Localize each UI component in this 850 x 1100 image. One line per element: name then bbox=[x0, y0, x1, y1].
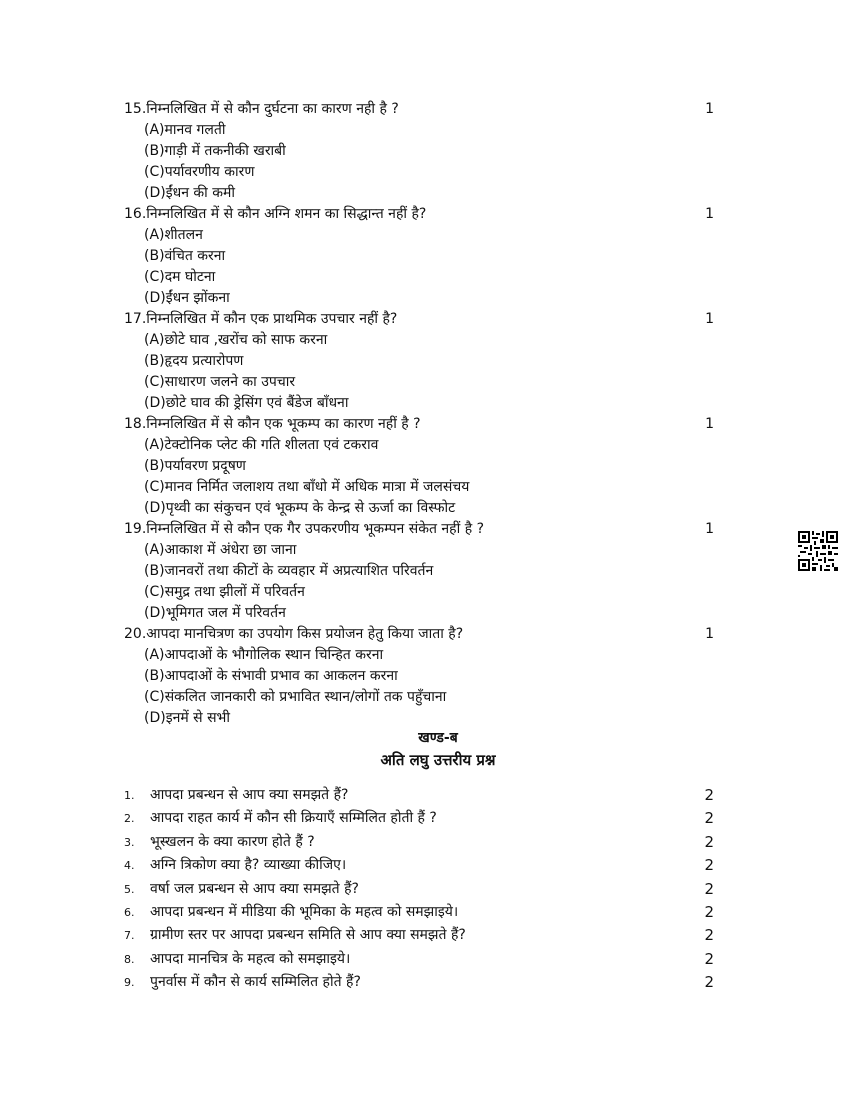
question-line bbox=[124, 309, 714, 330]
short-question-number: 1. bbox=[124, 789, 135, 802]
question-line bbox=[124, 624, 714, 645]
short-question-number: 9. bbox=[124, 976, 135, 990]
option-a: (A)टेक्टोनिक प्लेट की गति शीलता एवं टकराव bbox=[144, 437, 379, 453]
short-question-marks: 2 bbox=[704, 879, 714, 898]
short-question-number: 8. bbox=[124, 952, 135, 966]
short-question-marks: 2 bbox=[704, 809, 714, 828]
question-stem: आपदा मानचित्रण का उपयोग किस प्रयोजन हेतु किया जाता है? bbox=[146, 626, 464, 642]
option-b: (B)जानवरों तथा कीटों के व्यवहार में अप्रत्याशित परिवर्तन bbox=[144, 563, 434, 579]
option-c: (C)पर्यावरणीय कारण bbox=[144, 164, 255, 180]
question-marks: 1 bbox=[705, 101, 714, 117]
mcq-section bbox=[124, 99, 714, 729]
option-d: (D)इनमें से सभी bbox=[144, 710, 231, 726]
option-a: (A)मानव गलती bbox=[144, 122, 226, 138]
option-a: (A)छोटे घाव ,खरोंच को साफ करना bbox=[144, 332, 328, 348]
short-question-row bbox=[124, 831, 714, 854]
question-marks: 1 bbox=[705, 521, 714, 537]
short-question-row bbox=[124, 901, 714, 924]
short-question-number: 7. bbox=[124, 929, 135, 943]
short-question-marks: 2 bbox=[704, 832, 714, 851]
option-a: (A)शीतलन bbox=[144, 227, 203, 243]
question-number: 19. bbox=[124, 521, 147, 537]
section-heading bbox=[0, 727, 850, 771]
option-d: (D)ईंधन की कमी bbox=[144, 185, 235, 201]
question-stem: निम्नलिखित में से कौन एक गैर उपकरणीय भूकम्पन संकेत नहीं है ? bbox=[146, 521, 485, 537]
question-line bbox=[124, 204, 714, 225]
section-subtitle: अति लघु उत्तरीय प्रश्न bbox=[380, 751, 496, 769]
question-15 bbox=[124, 99, 714, 204]
question-stem: निम्नलिखित में कौन एक प्राथमिक उपचार नहीं है? bbox=[146, 311, 398, 327]
option-c: (C)संकलित जानकारी को प्रभावित स्थान/लोगों तक पहुँचाना bbox=[144, 689, 447, 705]
question-marks: 1 bbox=[705, 626, 714, 642]
question-text bbox=[124, 204, 694, 225]
short-question-row bbox=[124, 784, 714, 807]
short-question-row bbox=[124, 948, 714, 971]
question-line bbox=[124, 519, 714, 540]
short-question-text: वर्षा जल प्रबन्धन से आप क्या समझते हैं? bbox=[150, 880, 359, 897]
question-stem: निम्नलिखित में से कौन अग्नि शमन का सिद्धान्त नहीं है? bbox=[146, 206, 427, 222]
question-stem: निम्नलिखित में से कौन दुर्घटना का कारण नही है ? bbox=[146, 101, 399, 117]
question-text bbox=[124, 624, 694, 645]
short-answer-section bbox=[124, 784, 714, 995]
question-17 bbox=[124, 309, 714, 414]
question-18 bbox=[124, 414, 714, 519]
short-question-marks: 2 bbox=[704, 902, 714, 921]
short-question-row bbox=[124, 924, 714, 947]
question-19 bbox=[124, 519, 714, 624]
question-number: 15. bbox=[124, 101, 147, 117]
short-question-marks: 2 bbox=[704, 786, 714, 804]
question-number: 18. bbox=[124, 416, 147, 432]
short-question-row bbox=[124, 854, 714, 877]
short-question-row bbox=[124, 971, 714, 994]
option-c: (C)मानव निर्मित जलाशय तथा बाँधो में अधिक मात्रा में जलसंचय bbox=[144, 479, 470, 495]
short-question-number: 6. bbox=[124, 905, 135, 919]
short-question-number: 3. bbox=[124, 835, 135, 849]
short-question-text: ग्रामीण स्तर पर आपदा प्रबन्धन समिति से आप क्या समझते हैं? bbox=[150, 927, 466, 944]
short-question-number: 5. bbox=[124, 882, 135, 896]
question-16 bbox=[124, 204, 714, 309]
option-d: (D)भूमिगत जल में परिवर्तन bbox=[144, 605, 286, 621]
qr-code-icon bbox=[798, 531, 838, 571]
short-question-marks: 2 bbox=[704, 856, 714, 875]
option-b: (B)गाड़ी में तकनीकी खराबी bbox=[144, 143, 286, 159]
option-b: (B)आपदाओं के संभावी प्रभाव का आकलन करना bbox=[144, 668, 398, 684]
question-text bbox=[124, 414, 694, 435]
option-b: (B)हृदय प्रत्यारोपण bbox=[144, 353, 244, 369]
question-line bbox=[124, 99, 714, 120]
option-d: (D)छोटे घाव की ड्रेसिंग एवं बैंडेज बाँधना bbox=[144, 395, 349, 411]
option-c: (C)समुद्र तथा झीलों में परिवर्तन bbox=[144, 584, 305, 600]
option-c: (C)साधारण जलने का उपचार bbox=[144, 374, 296, 390]
question-number: 20. bbox=[124, 626, 147, 642]
short-question-text: आपदा मानचित्र के महत्व को समझाइये। bbox=[150, 950, 351, 967]
question-number: 17. bbox=[124, 311, 147, 327]
question-text bbox=[124, 309, 694, 330]
short-question-row bbox=[124, 878, 714, 901]
short-question-text: आपदा राहत कार्य में कौन सी क्रियाएँ सम्मिलित होती हैं ? bbox=[150, 810, 437, 827]
short-question-marks: 2 bbox=[704, 926, 714, 945]
short-question-marks: 2 bbox=[704, 949, 714, 968]
option-a: (A)आकाश में अंधेरा छा जाना bbox=[144, 542, 297, 558]
option-b: (B)पर्यावरण प्रदूषण bbox=[144, 458, 246, 474]
question-line bbox=[124, 414, 714, 435]
question-text bbox=[124, 519, 694, 540]
question-marks: 1 bbox=[705, 311, 714, 327]
section-title: खण्ड-ब bbox=[418, 730, 458, 746]
short-question-text: भूस्खलन के क्या कारण होते हैं ? bbox=[150, 833, 315, 850]
question-marks: 1 bbox=[705, 206, 714, 222]
short-question-marks: 2 bbox=[704, 973, 714, 992]
short-question-row bbox=[124, 807, 714, 830]
option-a: (A)आपदाओं के भौगोलिक स्थान चिन्हित करना bbox=[144, 647, 384, 663]
short-question-text: आपदा प्रबन्धन में मीडिया की भूमिका के महत्व को समझाइये। bbox=[150, 903, 459, 920]
short-question-text: पुनर्वास में कौन से कार्य सम्मिलित होते हैं? bbox=[150, 974, 361, 991]
option-d: (D)ईंधन झोंकना bbox=[144, 290, 230, 306]
option-b: (B)वंचित करना bbox=[144, 248, 226, 264]
option-d: (D)पृथ्वी का संकुचन एवं भूकम्प के केन्द्र से ऊर्जा का विस्फोट bbox=[144, 500, 456, 516]
short-question-text: अग्नि त्रिकोण क्या है? व्याख्या कीजिए। bbox=[150, 857, 347, 874]
question-marks: 1 bbox=[705, 416, 714, 432]
short-question-number: 2. bbox=[124, 812, 135, 826]
question-stem: निम्नलिखित में से कौन एक भूकम्प का कारण नहीं है ? bbox=[146, 416, 421, 432]
short-question-text: आपदा प्रबन्धन से आप क्या समझते हैं? bbox=[150, 787, 349, 803]
option-c: (C)दम घोटना bbox=[144, 269, 216, 285]
question-20 bbox=[124, 624, 714, 729]
question-number: 16. bbox=[124, 206, 147, 222]
question-text bbox=[124, 99, 694, 120]
short-question-number: 4. bbox=[124, 859, 135, 873]
